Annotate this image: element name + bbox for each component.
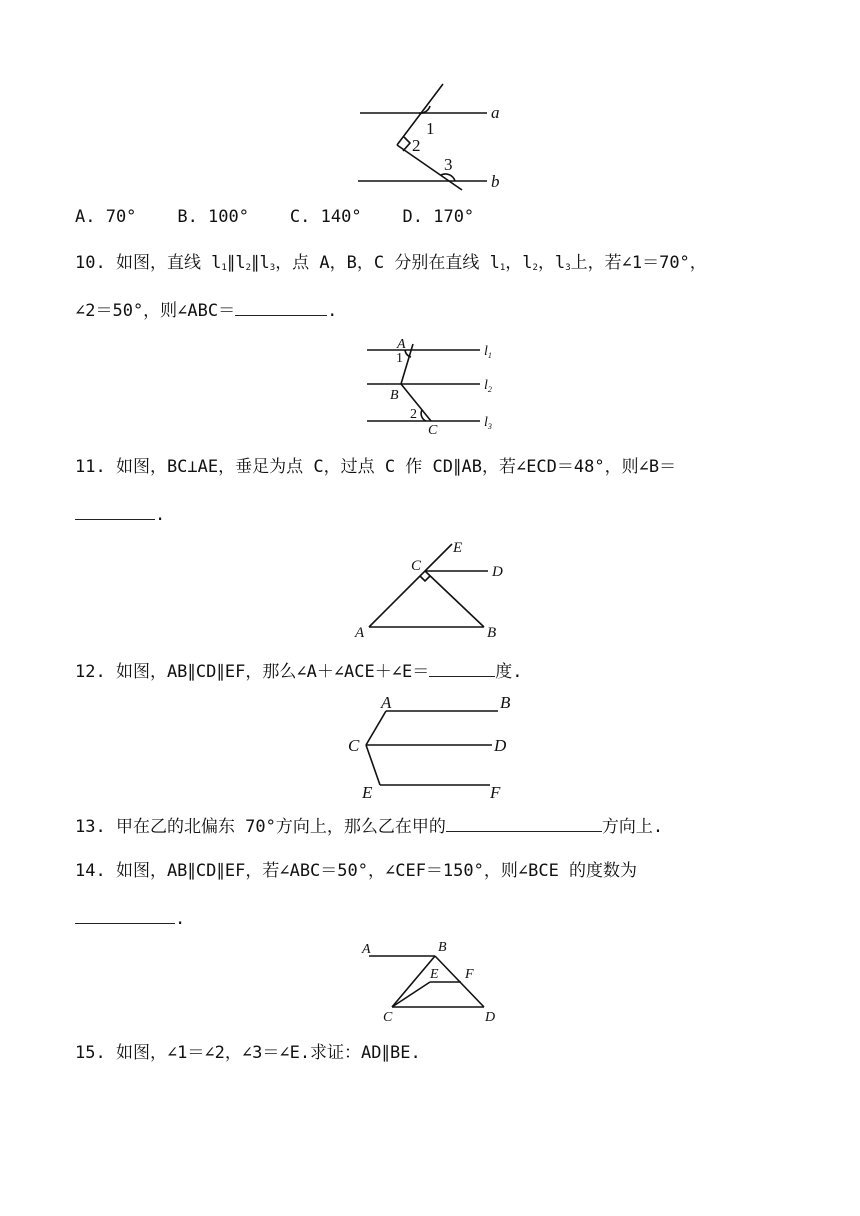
label-q10-l2: $l_2$: [484, 378, 492, 394]
figure-q10: [367, 337, 492, 438]
label-q14-A: A: [362, 942, 371, 957]
label-q10-1: 1: [396, 351, 403, 366]
label-q14-B: B: [438, 940, 447, 955]
label-q12-D: D: [494, 736, 507, 755]
q14-line2: .: [75, 905, 185, 931]
answer-blank-q11[interactable]: [75, 501, 155, 520]
label-q12-C: C: [348, 736, 360, 755]
segment-ce-q14: [392, 982, 430, 1007]
segment-ac-q12: [366, 711, 386, 745]
segment-ce-q12: [366, 745, 380, 785]
label-q10-A: A: [397, 337, 406, 352]
label-q10-l3: $l_3$: [484, 415, 492, 431]
label-q12-B: B: [500, 693, 511, 712]
answer-blank-q14[interactable]: [75, 905, 175, 924]
label-angle-2: 2: [412, 136, 421, 155]
label-q10-C: C: [428, 423, 438, 438]
q12-line: 12. 如图，AB∥CD∥EF，那么∠A＋∠ACE＋∠E＝ 度.: [75, 658, 522, 684]
q11-line1: 11. 如图，BC⊥AE，垂足为点 C，过点 C 作 CD∥AB，若∠ECD＝48°，则∠B＝: [75, 457, 677, 477]
label-angle-3: 3: [444, 155, 453, 174]
q15-line: 15. 如图，∠1＝∠2，∠3＝∠E.求证：AD∥BE.: [75, 1043, 421, 1063]
q9-options: A. 70° B. 100° C. 140° D. 170°: [75, 207, 475, 227]
label-q10-B: B: [390, 388, 399, 403]
label-q14-F: F: [465, 967, 474, 982]
label-q10-l1: $l_1$: [484, 344, 492, 360]
label-q12-A: A: [381, 693, 392, 712]
q11-line2: .: [75, 501, 165, 527]
right-angle-mark: [403, 137, 410, 151]
right-angle-mark-q11: [420, 576, 430, 581]
label-q11-B: B: [487, 625, 497, 641]
label-q12-E: E: [362, 783, 373, 802]
label-a: a: [491, 103, 500, 122]
label-q10-2: 2: [410, 407, 417, 422]
segment-cb: [425, 571, 484, 627]
figure-q11: [354, 540, 503, 641]
label-q14-D: D: [485, 1010, 496, 1025]
label-q11-A: A: [355, 625, 365, 641]
answer-blank-q13[interactable]: [446, 813, 602, 832]
answer-blank-q10[interactable]: [235, 297, 327, 316]
label-q11-E: E: [453, 540, 463, 556]
label-angle-1: 1: [426, 119, 435, 138]
segment-bc-q14: [392, 956, 435, 1007]
figure-q12: [348, 693, 511, 802]
answer-blank-q12[interactable]: [429, 658, 495, 677]
q10-line1: 10. 如图，直线 $l_1\parallel l_2\parallel l_3$，点 A，B，C 分别在直线 $l_1$，$l_2$，$l_3$上，若∠1＝70°，: [75, 253, 707, 273]
figure-q14: [361, 940, 495, 1025]
label-b: b: [491, 172, 500, 191]
label-q11-D: D: [492, 564, 503, 580]
label-q14-E: E: [430, 967, 439, 982]
q13-line: 13. 甲在乙的北偏东 70°方向上，那么乙在甲的 方向上.: [75, 813, 663, 839]
q14-line1: 14. 如图，AB∥CD∥EF，若∠ABC＝50°，∠CEF＝150°，则∠BCE 的度数为: [75, 861, 638, 881]
q10-line2: ∠2＝50°，则∠ABC＝ .: [75, 297, 337, 323]
label-q11-C: C: [411, 558, 422, 574]
label-q12-F: F: [490, 783, 501, 802]
label-q14-C: C: [383, 1010, 393, 1025]
